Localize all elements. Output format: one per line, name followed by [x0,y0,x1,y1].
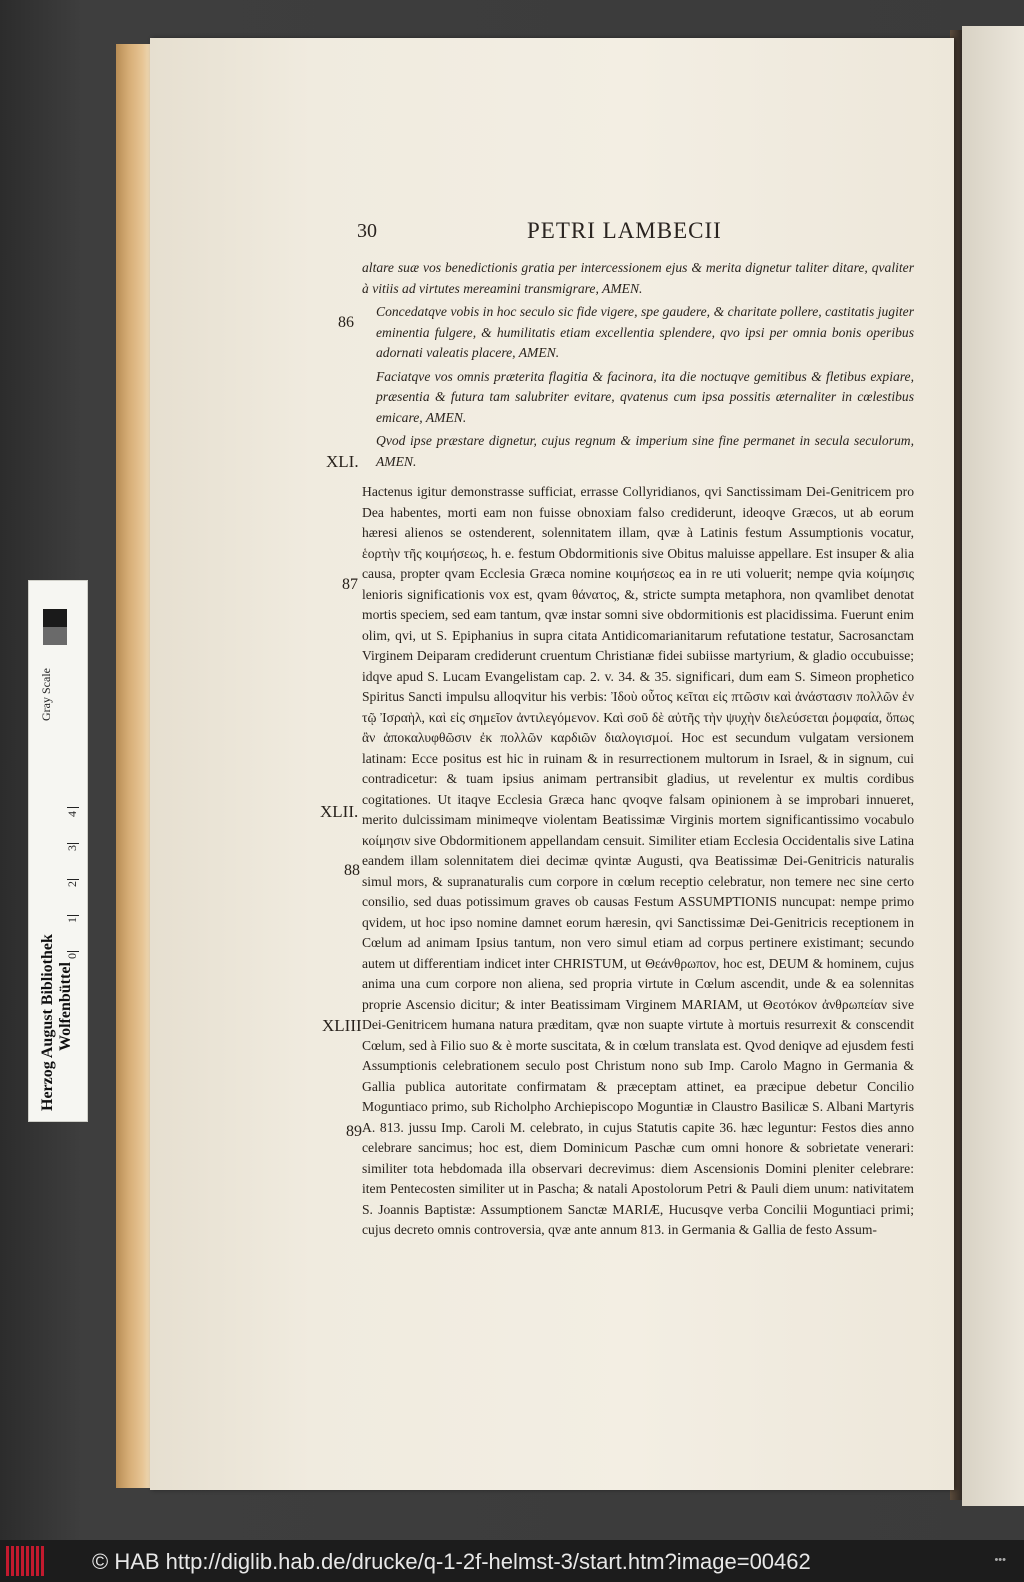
gray-patch-dark [43,609,67,627]
ruler-tick [67,879,79,880]
running-head [357,218,917,248]
page-body [362,258,914,1241]
margin-number: 89 [346,1123,362,1140]
section-number: XLI. [326,452,359,471]
ruler-tick-label: 1 [65,917,79,923]
ruler-label: Gray Scale [39,668,53,721]
hab-logo-icon [6,1546,46,1576]
ruler-tick [67,843,79,844]
ruler-tick [67,807,79,808]
prayer-paragraph: Qvod ipse præstare dignetur, cujus regnum & imperium sine fine permanet in secula seculorum, AMEN. [376,433,914,469]
institution-name [39,934,75,1111]
institution-line: Herzog August Bibliothek [39,934,56,1111]
section-number: XLIII [322,1016,362,1035]
institution-line: Wolfenbüttel [57,962,74,1051]
gray-patch-mid [43,627,67,645]
book-page-edge [116,44,154,1488]
copyright-link[interactable]: © HAB http://diglib.hab.de/drucke/q-1-2f-helmst-3/start.htm?image=00462 [92,1549,811,1574]
facing-page-edge [962,26,1024,1506]
ruler-tick-label: 2 [65,881,79,887]
ruler-tick-label: 4 [65,811,79,817]
gray-scale-ruler [28,580,88,1122]
section-number: XLII. [320,802,359,821]
prayer-paragraph: altare suæ vos benedictionis gratia per intercessionem ejus & merita dignetur taliter ditare, qvaliter à vitiis ad virtutes mereamini transmigrare, AMEN. [362,260,914,296]
prayer-paragraph: Concedatqve vobis in hoc seculo sic fide vigere, spe gaudere, & charitate pollere, castitatis jugiter eminentia fulgere, & humilitatis etiam excellentia splendere, qvo ipsi per omnia bonis operibus adornati valeatis placere, AMEN. [376,304,914,360]
more-options-icon[interactable]: ••• [994,1554,1006,1566]
ruler-tick-label: 3 [65,845,79,851]
margin-number: 86 [338,314,354,331]
prayer-block [362,258,914,472]
ruler-tick [67,915,79,916]
prayer-paragraph: Faciatqve vos omnis præterita flagitia & facinora, ita die noctuqve gemitibus & fletibus expiare, præsentia & futura tam salubriter evitare, qvatenus cum ipsa possitis æternaliter in cœlestibus emicare, AMEN. [376,368,914,425]
page-title: PETRI LAMBECII [527,218,722,243]
margin-number: 88 [344,862,360,879]
main-paragraph: Hactenus igitur demonstrasse sufficiat, errasse Collyridianos, qvi Sanctissimam Dei-Genitricem pro Dea habentes, morti eam non fuisse obnoxiam falso crediderunt, ideoqve Græcos, ut ab eorum hæresi alienos se ostenderent, solennitatem illam, qvæ à Latinis festum Assumptionis vocatur, ἑορτὴν τῆς κοιμήσεως, h. e. festum Obdormitionis sive Obitus maluisse appellare. Est insuper & alia causa, propter qvam Ecclesia Græca nomine κοιμήσεως ea in re uti voluerit; nempe qvia κοίμησις lenioris significationis vox est, qvam θάνατος, &, stricte sumpta metaphora, non qvamlibet denotat mortis speciem, sed eam tantum, qvæ instar somni sive obdormitionis est placidissima. Fuerunt enim olim, qvi, ut S. Epiphanius in supra citata Antidicomarianitarum refutatione testatur, Sacrosanctam Virginem Deiparam crediderunt cruentum Christianæ fidei subiisse martyrium, & gladio occubuisse; idqve apud S. Lucam Evangelistam cap. 2. v. 34. & 35. significari, dum eam S. Simeon prophetico Spiritus Sancti impulsu alloqvitur his verbis: Ἰδοὺ οὗτος κεῖται εἰς πτῶσιν καὶ ἀνάστασιν πολλῶν ἐν τῷ Ἰσραὴλ, καὶ εἰς σημεῖον ἀντιλεγόμενον. Καὶ σοῦ δὲ αὐτῆς τὴν ψυχὴν διελεύσεται ῥομφαία, ὅπως ἂν ἀποκαλυφθῶσιν ἐκ πολλῶν καρδιῶν διαλογισμοί. Hoc est secundum vulgatam versionem latinam: Ecce positus est hic in ruinam & in resurrectionem multorum in Israel, & in signum, cui contradicetur: & tuam ipsius animam pertransibit gladius, ut revelentur ex multis cordibus cogitationes. Ut itaqve Ecclesia Græca hanc qvoqve falsam opinionem à se improbari innueret, merito dulcissimam minimeqve violentam Beatissimæ Virginis mortem significantissimo vocabulo κοίμησιν sive Obdormitionem appellandam censuit. Similiter etiam Ecclesia Occidentalis sive Latina eandem illam solennitatem diei decimæ qvintæ Augusti, qva Beatissimæ Dei-Genitricis naturalis simul mors, & supranaturalis cum corpore in cœlum receptio celebratur, non temere nec sine certo consilio, sed duas potissimum graves ob causas Festum ASSUMPTIONIS nuncupat: nempe primo qvidem, ut hoc ipso nomine damnet eorum hæresin, qvi Sanctissimæ Dei-Genitricis receptionem in Cœlum ad animam Ipsius tantum, non vero simul etiam ad corpus pertinere existimant; secundo autem ut differentiam indicet inter CHRISTUM, ut Θεάνθρωπον, hoc est, DEUM & hominem, cujus anima una cum corpore non aliena, sed propria virtute in Cœlum ascendit, unde & ea solennitas proprie Ascensio dicitur; & inter Beatissimam Virginem MARIAM, ut Θεοτόκον ἀνθρωπείαν sive Dei-Genitricem humana natura præditam, qvæ non suapte virtute à mortuis resurrexit & conscendit Cœlum, sed à Filio suo & è morte suscitata, & in cœlum translata est. Qvod deniqve ad ejusdem festi Assumptionis celebrationem seculo post Christum nono sub Imp. Carolo Magno in Germania & Gallia publica autoritate confirmatam & præceptam attinet, ea præcipue debetur Concilio Moguntiaco primo, sub Richolpho Archiepiscopo Moguntiæ in Claustro Basilicæ S. Albani Martyris A. 813. jussu Imp. Caroli M. celebrato, in cujus Statutis capite 36. hæc leguntur: Festos dies anno celebrare sancimus; hoc est, diem Dominicum Paschæ cum omni honore & sobrietate venerari: similiter tota hebdomada illa observari decrevimus: diem Ascensionis Domini pleniter celebrare: item Pentecosten similiter ut in Pascha; & natali Apostolorum Petri & Pauli diem unum: nativitatem S. Joannis Baptistæ: Assumptionem Sanctæ MARIÆ, Hucusqve verba Concilii Moguntiaci primi; cujus decreto omnis controversia, qvæ ante annum 813. in Germania & Gallia de festo Assum- [362,484,914,1237]
viewer-footer [0,1540,1024,1582]
page-number: 30 [357,220,377,242]
margin-number: 87 [342,576,358,593]
ruler-tick-label: 0 [65,953,79,959]
